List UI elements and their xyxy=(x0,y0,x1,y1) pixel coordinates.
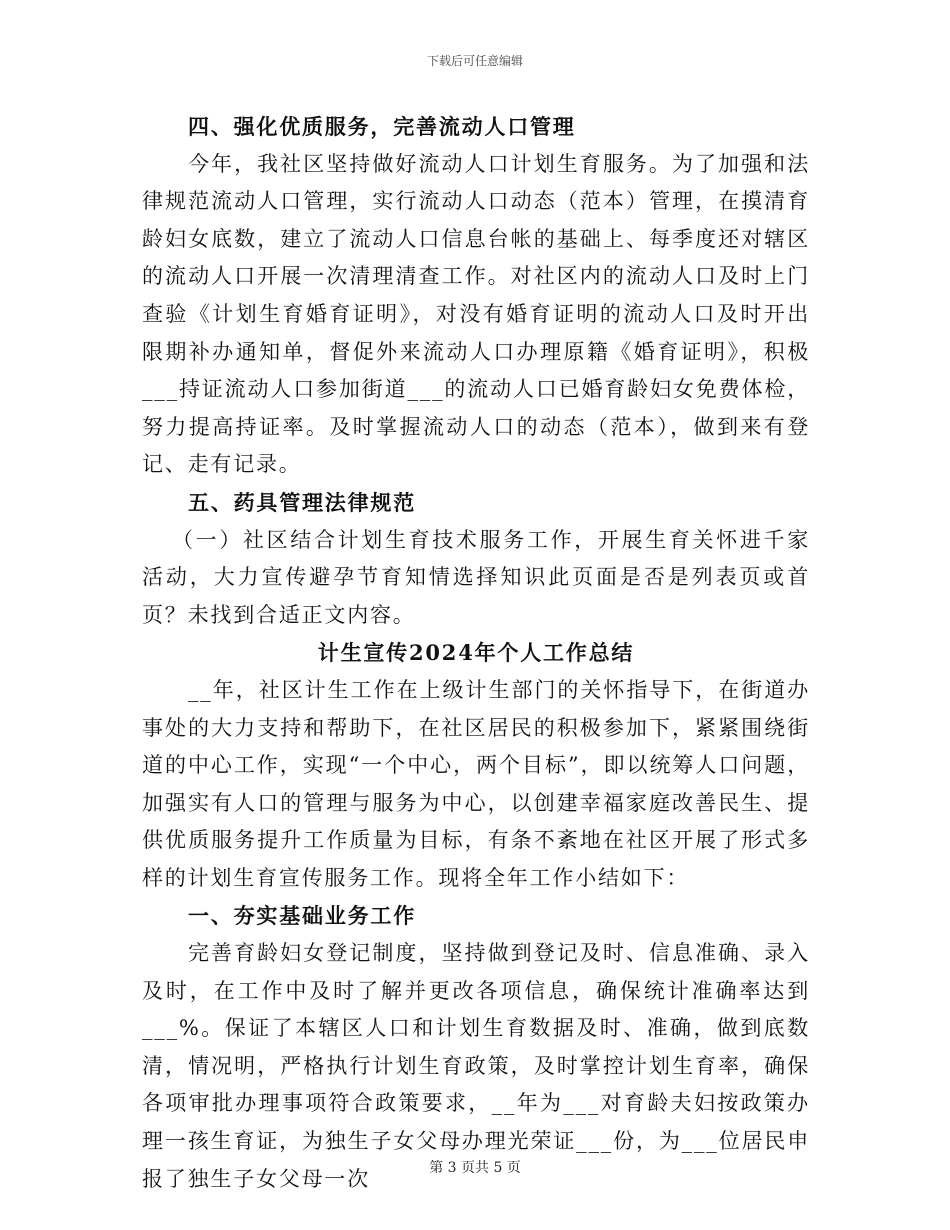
section-heading-4: 四、强化优质服务，完善流动人口管理 xyxy=(188,114,576,139)
paragraph: 今年，我社区坚持做好流动人口计划生育服务。为了加强和法律规范流动人口管理，实行流动人口动态（范本）管理，在摸清育龄妇女底数，建立了流动人口信息台帐的基础上、每季度还对辖区的流动人口开展一次清理清查工作。对社区内的流动人口及时上门查验《计划生育婚育证明》，对没有婚育证明的流动人口及时开出限期补办通知单，督促外来流动人口办理原籍《婚育证明》，积极___持证流动人口参加街道___的流动人口已婚育龄妇女免费体检，努力提高持证率。及时掌握流动人口的动态（范本），做到来有登记、走有记录。 xyxy=(142,151,810,477)
document-body xyxy=(142,108,810,1198)
page-footer: 第 3 页共 5 页 xyxy=(429,1160,521,1176)
paragraph: __年，社区计生工作在上级计生部门的关怀指导下，在街道办事处的大力支持和帮助下，在社区居民的积极参加下，紧紧围绕街道的中心工作，实现“一个中心，两个目标”，即以统筹人口问题，加强实有人口的管理与服务为中心，以创建幸福家庭改善民生、提供优质服务提升工作质量为目标，有条不紊地在社区开展了形式多样的计划生育宣传服务工作。现将全年工作小结如下： xyxy=(142,677,810,890)
section-heading-1: 一、夯实基础业务工作 xyxy=(188,903,416,929)
document-title: 计生宣传2024年个人工作总结 xyxy=(317,640,635,666)
section-heading-5: 五、药具管理法律规范 xyxy=(188,489,416,515)
page-header: 下载后可任意编辑 xyxy=(426,54,523,68)
paragraph: 完善育龄妇女登记制度，坚持做到登记及时、信息准确、录入及时，在工作中及时了解并更改各项信息，确保统计准确率达到___%。保证了本辖区人口和计划生育数据及时、准确，做到底数清，情况明，严格执行计划生育政策，及时掌控计划生育率，确保各项审批办理事项符合政策要求，__年为___对育龄夫妇按政策办理一孩生育证，为独生子女父母办理光荣证___份，为___位居民申报了独生子女父母一次 xyxy=(142,941,810,1191)
paragraph: （一）社区结合计划生育技术服务工作，开展生育关怀进千家活动，大力宣传避孕节育知情选择知识此页面是否是列表页或首页？未找到合适正文内容。 xyxy=(142,527,810,627)
